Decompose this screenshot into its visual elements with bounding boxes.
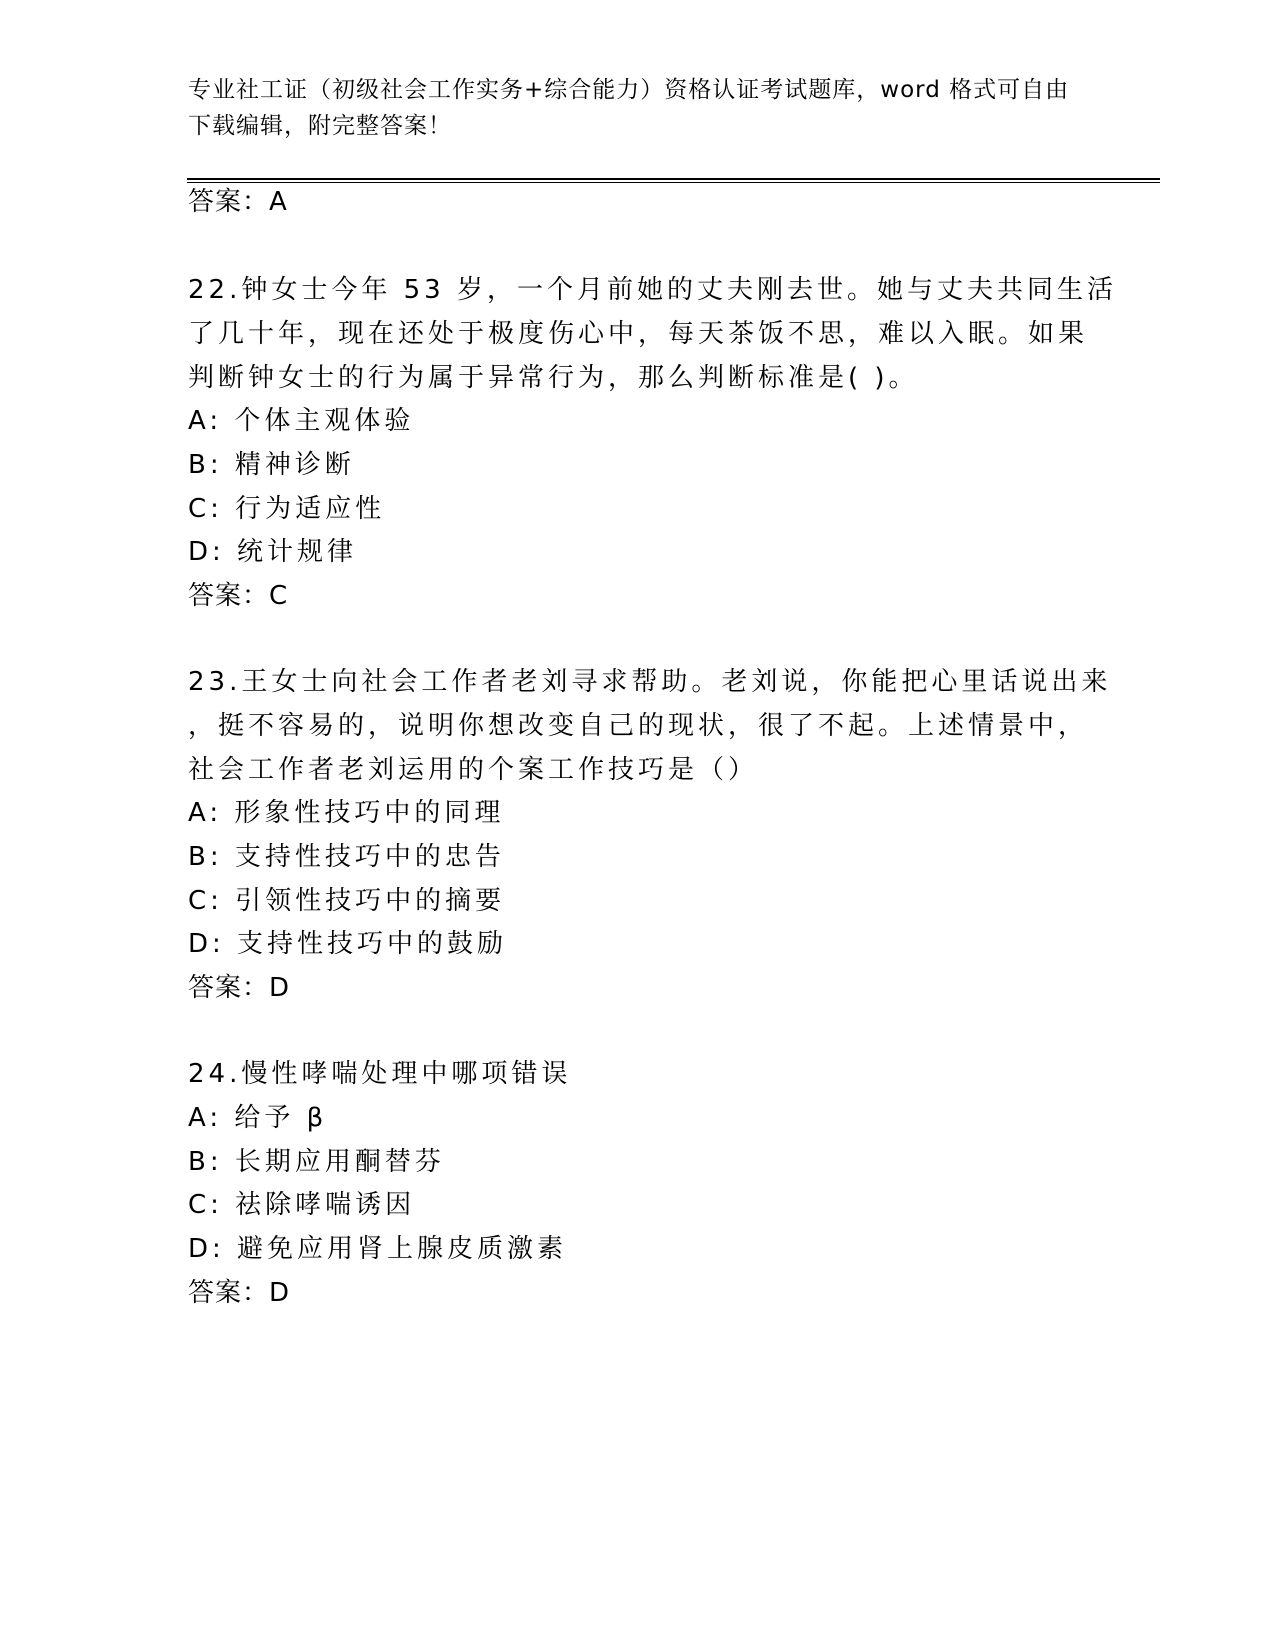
- question-23-option-b: B: 支持性技巧中的忠告: [188, 842, 505, 872]
- question-22-option-b: B: 精神诊断: [188, 450, 355, 480]
- answer-22: 答案：C: [188, 581, 289, 611]
- question-23-stem-line-3: 社会工作者老刘运用的个案工作技巧是（）: [188, 755, 759, 785]
- answer-24: 答案：D: [188, 1278, 291, 1308]
- question-23-stem-line-1: 23.王女士向社会工作者老刘寻求帮助。老刘说，你能把心里话说出来: [188, 667, 1112, 697]
- question-23-option-a: A: 形象性技巧中的同理: [188, 798, 505, 828]
- question-22-stem-line-1: 22.钟女士今年 53 岁，一个月前她的丈夫刚去世。她与丈夫共同生活: [188, 275, 1117, 305]
- question-24-option-a: A: 给予 β: [188, 1103, 328, 1133]
- question-24-option-d: D: 避免应用肾上腺皮质激素: [188, 1234, 568, 1264]
- header-divider: [187, 178, 1160, 183]
- question-24-stem-line-1: 24.慢性哮喘处理中哪项错误: [188, 1059, 572, 1089]
- question-22-option-a: A: 个体主观体验: [188, 406, 415, 436]
- question-23-stem-line-2: ，挺不容易的，说明你想改变自己的现状，很了不起。上述情景中，: [188, 711, 1089, 741]
- question-23-option-d: D: 支持性技巧中的鼓励: [188, 929, 508, 959]
- page-header: [188, 72, 1088, 144]
- question-22-stem-line-3: 判断钟女士的行为属于异常行为，那么判断标准是( )。: [188, 363, 919, 393]
- answer-23: 答案：D: [188, 973, 291, 1003]
- question-24-option-b: B: 长期应用酮替芬: [188, 1147, 445, 1177]
- header-line-2: 下载编辑，附完整答案！: [188, 113, 452, 139]
- question-24-option-c: C: 祛除哮喘诱因: [188, 1190, 416, 1220]
- question-22-option-d: D: 统计规律: [188, 537, 358, 567]
- answer-21: 答案：A: [188, 187, 288, 217]
- question-22-option-c: C: 行为适应性: [188, 494, 386, 524]
- question-23-option-c: C: 引领性技巧中的摘要: [188, 886, 506, 916]
- question-22-stem-line-2: 了几十年，现在还处于极度伤心中，每天茶饭不思，难以入眠。如果: [188, 319, 1089, 349]
- header-line-1: 专业社工证（初级社会工作实务+综合能力）资格认证考试题库，word 格式可自由: [188, 77, 1070, 103]
